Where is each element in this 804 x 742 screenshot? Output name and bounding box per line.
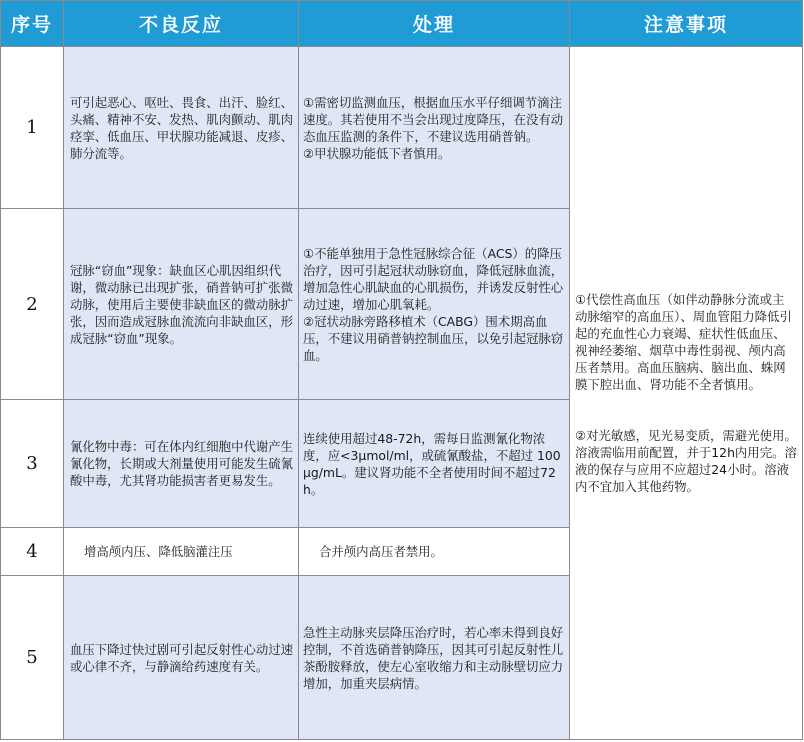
notes-line: 动脉缩窄的高血压）、周血管阻力降低引起的充血性心力衰竭、症状性低血压、视神经萎缩、烟草中毒性弱视、颅内高压者禁用。高血压脑病、脑出血、蛛网膜下腔出血、肾功能不全者慎用。: [575, 309, 792, 392]
header-row: [1, 1, 803, 47]
notes-spacer: [575, 393, 797, 427]
header-reaction: 不良反应: [64, 1, 299, 47]
notes-line: ②对光敏感，见光易变质，需避光使用。溶液需临用前配置，并于12h内用完。溶液的保存与应用不应超过24小时。溶液内不宜加入其他药物。: [575, 428, 797, 494]
row-number: 3: [1, 400, 64, 528]
reaction-cell: 冠脉“窃血”现象：缺血区心肌因组织代谢，微动脉已出现扩张，硝普钠可扩张微动脉，使用后主要使非缺血区的微动脉扩张，因而造成冠脉血流流向非缺血区，形成冠脉“窃血”现象。: [64, 209, 299, 400]
row-number: 4: [1, 528, 64, 576]
handling-line: ①不能单独用于急性冠脉综合征（ACS）的降压治疗，因可引起冠状动脉窃血，降低冠脉血流，增加急性心肌缺血的心肌损伤，并诱发反射性心动过速，增加心肌氧耗。: [303, 245, 564, 312]
reaction-cell: 血压下降过快过剧可引起反射性心动过速或心律不齐，与静滴给药速度有关。: [64, 576, 299, 740]
notes-cell: [570, 47, 803, 740]
row-number: 1: [1, 47, 64, 209]
reaction-cell: 氰化物中毒：可在体内红细胞中代谢产生氰化物，长期或大剂量使用可能发生硫氰酸中毒，尤其肾功能损害者更易发生。: [64, 400, 299, 528]
handling-cell: [299, 47, 570, 209]
handling-line: 急性主动脉夹层降压治疗时，若心率未得到良好控制，不首选硝普钠降压，因其可引起反射性儿茶酚胺释放，使左心室收缩力和主动脉壁切应力增加，加重夹层病情。: [303, 624, 564, 691]
row-number: 2: [1, 209, 64, 400]
row-number: 5: [1, 576, 64, 740]
reaction-cell: 可引起恶心、呕吐、畏食、出汗、脸红、头痛、精神不安、发热、肌肉颤动、肌肉痉挛、低血压、甲状腺功能减退、皮疹、肺分流等。: [64, 47, 299, 209]
handling-cell: [299, 400, 570, 528]
header-handling: 处理: [299, 1, 570, 47]
handling-line: ②冠状动脉旁路移植术（CABG）围术期高血压，不建议用硝普钠控制血压，以免引起冠脉窃血。: [303, 313, 564, 363]
header-notes: 注意事项: [570, 1, 803, 47]
handling-cell: [299, 209, 570, 400]
handling-line: ②甲状腺功能低下者慎用。: [303, 145, 451, 161]
handling-cell: [299, 576, 570, 740]
handling-line: 合并颅内高压者禁用。: [319, 544, 443, 559]
reaction-cell: 增高颅内压、降低脑灌注压: [64, 528, 299, 576]
notes-line: ①代偿性高血压（如伴动静脉分流或主: [575, 292, 785, 307]
table-row: [1, 47, 803, 209]
header-no: 序号: [1, 1, 64, 47]
handling-line: ①需密切监测血压，根据血压水平仔细调节滴注速度。其若使用不当会出现过度降压，在没有动态血压监测的条件下，不建议选用硝普钠。: [303, 94, 564, 144]
handling-cell: [299, 528, 570, 576]
handling-line: 连续使用超过48-72h，需每日监测氰化物浓度，应<3μmol/ml，或硫氰酸盐，不超过 100μg/mL。建议肾功能不全者使用时间不超过72h。: [303, 430, 561, 497]
